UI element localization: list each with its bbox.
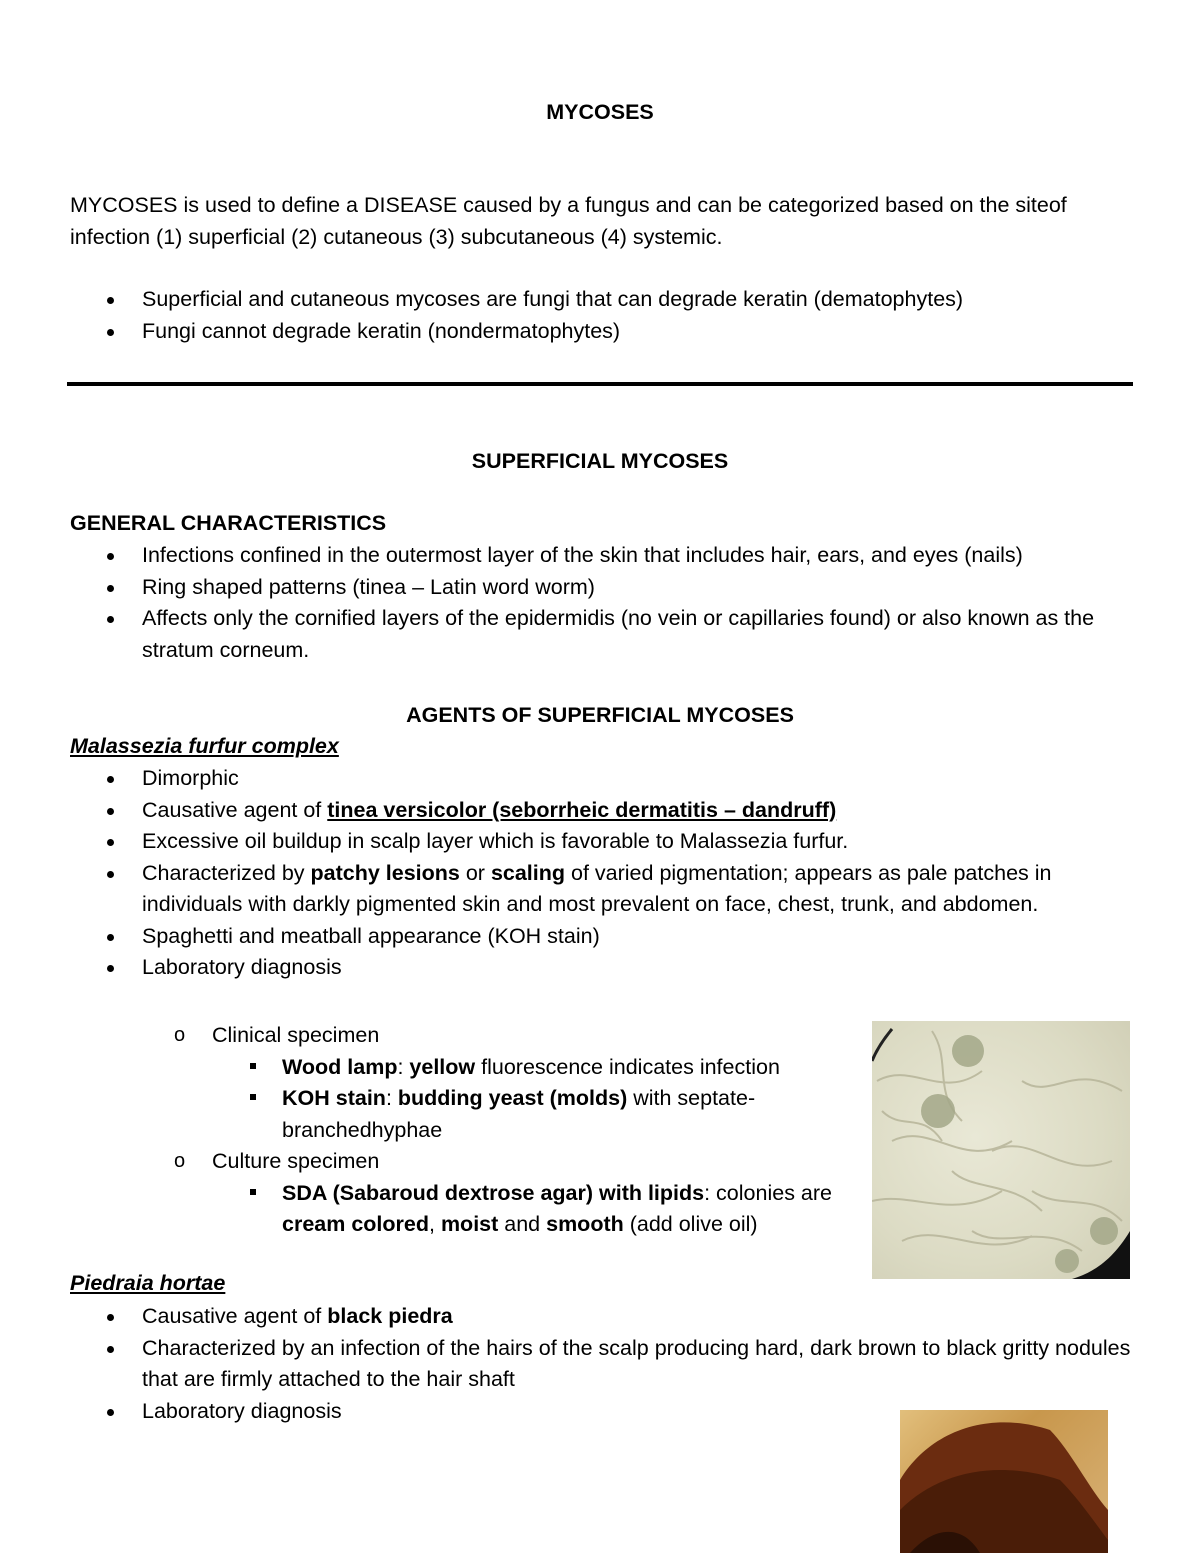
agent-name-text: Piedraia hortae: [70, 1271, 226, 1295]
text-run: fluorescence indicates infection: [475, 1054, 780, 1079]
list-item: Dimorphic: [70, 763, 1140, 795]
bold-text: cream colored: [282, 1212, 429, 1236]
bold-text: scaling: [490, 860, 566, 885]
lab-diagnosis-sublist: [70, 1020, 850, 1241]
bold-text: yellow: [409, 1054, 476, 1079]
list-item: o Clinical specimen: [70, 1020, 850, 1052]
agent-name-text: Malassezia furfur complex: [70, 734, 339, 758]
bold-text: moist: [440, 1212, 499, 1236]
text-run: Characterized by: [142, 860, 311, 885]
list-item: Ring shaped patterns (tinea – Latin word worm): [70, 572, 1140, 604]
section-heading-superficial: SUPERFICIAL MYCOSES: [471, 449, 729, 473]
bold-text: budding yeast (molds): [397, 1086, 628, 1110]
horizontal-divider: [67, 382, 1133, 386]
list-item: Affects only the cornified layers of the epidermidis (no vein or capillaries found) or also known as the stratum corneum.: [70, 603, 1140, 666]
koh-microscopy-image: [872, 1021, 1130, 1279]
list-item: Spaghetti and meatball appearance (KOH stain): [70, 921, 1140, 953]
text-run: Causative agent of: [142, 1304, 328, 1328]
agent-name-piedraia: [70, 1268, 1140, 1300]
text-run: with septate-branchedhyphae: [282, 1086, 756, 1142]
list-item: [70, 795, 1140, 827]
intro-paragraph: MYCOSES is used to define a DISEASE caused by a fungus and can be categorized based on the siteof infection (1) superficial (2) cutaneous (3) subcutaneous (4) systemic.: [70, 193, 1067, 249]
malassezia-list: [70, 763, 1140, 984]
text-run: :: [397, 1054, 410, 1079]
bold-text: tinea versicolor (seborrheic dermatitis – dandruff): [327, 797, 837, 822]
black-piedra-microscopy-image: [900, 1410, 1108, 1553]
list-item: [70, 1052, 850, 1084]
piedraia-list: [70, 1301, 1140, 1427]
agent-name-malassezia: [70, 731, 1140, 763]
intro-bullet-list: [70, 284, 1140, 347]
text-run: : colonies are: [704, 1180, 832, 1205]
list-item: [70, 858, 1140, 921]
list-item: Laboratory diagnosis: [70, 1396, 1140, 1428]
text-run: and: [498, 1212, 547, 1236]
text-run: :: [385, 1086, 398, 1110]
text-run: Causative agent of: [142, 797, 328, 822]
general-characteristics-list: [70, 540, 1140, 666]
agents-heading: AGENTS OF SUPERFICIAL MYCOSES: [406, 703, 794, 727]
bold-text: Wood lamp: [282, 1054, 398, 1079]
list-item: Superficial and cutaneous mycoses are fungi that can degrade keratin (dematophytes): [70, 284, 1140, 316]
bold-text: SDA (Sabaroud dextrose agar) with lipids: [282, 1180, 705, 1205]
page-title: MYCOSES: [546, 100, 654, 124]
list-item: o Culture specimen: [70, 1146, 850, 1178]
text-run: or: [459, 860, 491, 885]
bold-text: smooth: [546, 1212, 624, 1236]
bold-text: black piedra: [327, 1304, 453, 1328]
text-run: ,: [428, 1212, 441, 1236]
list-item: [70, 1178, 850, 1241]
list-item: Infections confined in the outermost layer of the skin that includes hair, ears, and eyes (nails): [70, 540, 1140, 572]
text-run: of varied pigmentation; appears as pale patches in individuals with darkly pigmented skin and most prevalent on face, chest, trunk, and abdomen.: [142, 860, 1052, 916]
list-item: [70, 1301, 1140, 1333]
bold-text: patchy lesions: [310, 860, 460, 885]
list-item: Laboratory diagnosis: [70, 952, 1140, 984]
list-item: Characterized by an infection of the hairs of the scalp producing hard, dark brown to black gritty nodules that are firmly attached to the hair shaft: [70, 1333, 1140, 1396]
bold-text: KOH stain: [282, 1086, 386, 1110]
list-item: Excessive oil buildup in scalp layer which is favorable to Malassezia furfur.: [70, 826, 1140, 858]
list-item: [70, 1083, 782, 1146]
list-item: Fungi cannot degrade keratin (nondermatophytes): [70, 316, 1140, 348]
text-run: (add olive oil): [623, 1212, 758, 1236]
general-characteristics-heading: GENERAL CHARACTERISTICS: [70, 511, 387, 535]
